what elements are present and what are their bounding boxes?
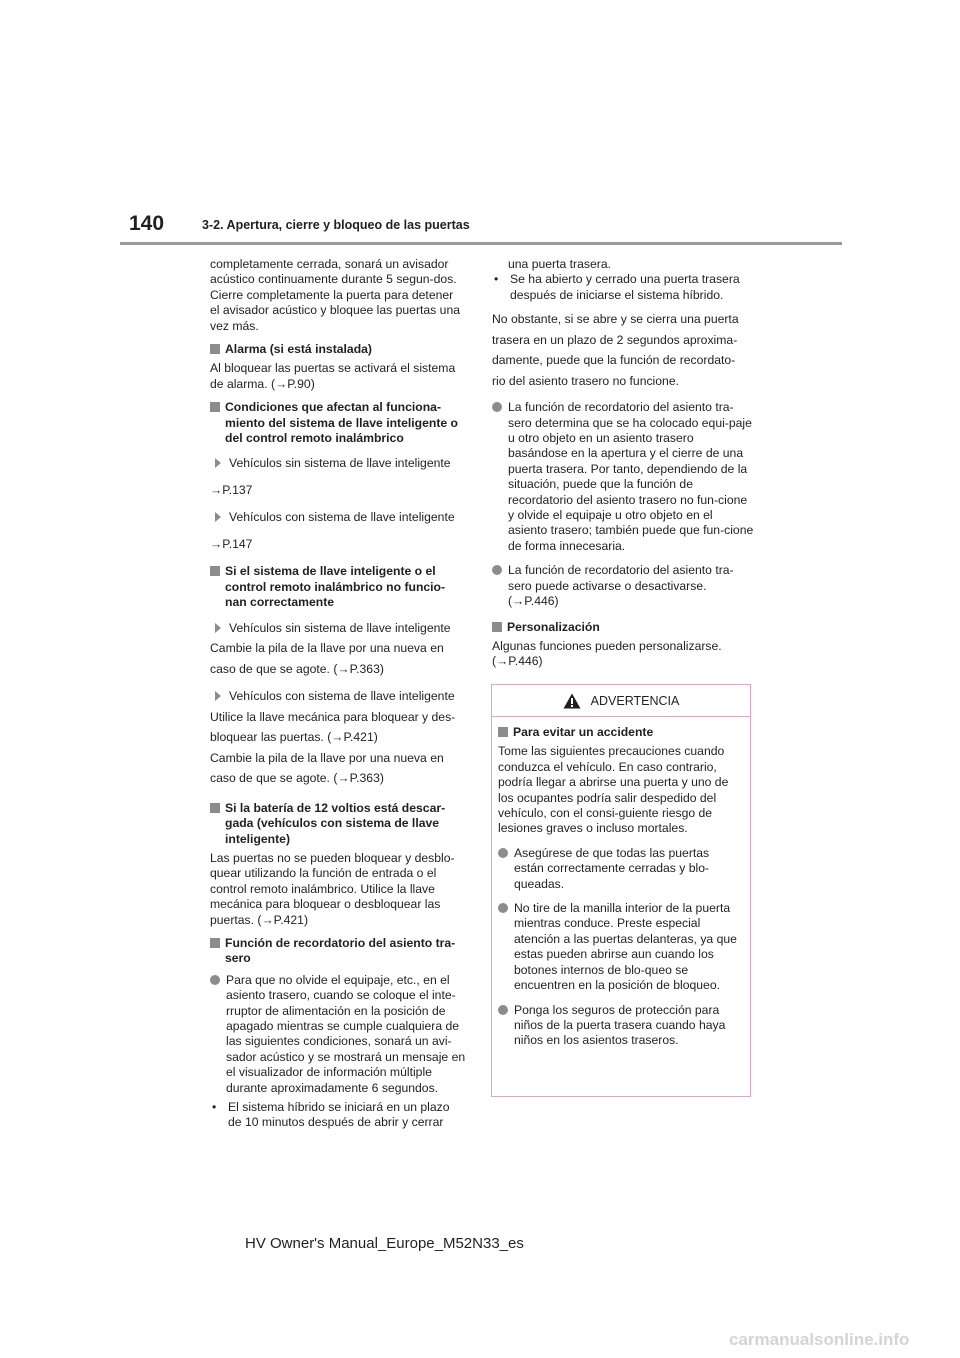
reminder-condition-1-continued: una puerta trasera. xyxy=(508,257,611,271)
warning-bullet-2: No tire de la manilla interior de la puerta mientras conduce. Preste especial atención a las puertas delanteras, ya que estas pueden abrirse aun cuando los botones internos de blo-queo se encuentren en la posición de bloqueo. xyxy=(498,901,742,993)
reminder-heading: Función de recordatorio del asiento tra-sero xyxy=(210,936,466,967)
conditions-subheading-2: Vehículos con sistema de llave inteligente xyxy=(210,507,466,528)
nonetheless-line: No obstante, si se abre y se cierra una puerta xyxy=(492,312,739,327)
failure-text-line: bloquear las puertas. (→P.421) xyxy=(210,730,378,745)
warning-body xyxy=(492,717,750,1049)
left-column xyxy=(210,257,466,1131)
header-rule xyxy=(120,242,842,245)
triangle-bullet-icon xyxy=(215,691,221,701)
reminder-bullet: Para que no olvide el equipaje, etc., en el asiento trasero, cuando se coloque el inte-rruptor de alimentación en la posición de apagado mientras se cumple cualquiera de las siguientes condiciones, sonará un avi-sador acústico y se mostrará un mensaje en el visualizador de información múltiple durante aproximadamente 6 segundos. xyxy=(210,973,466,1096)
reminder-condition-2: • Se ha abierto y cerrado una puerta trasera después de iniciarse el sistema híbrido. xyxy=(494,272,740,302)
nonetheless-line: trasera en un plazo de 2 segundos aproxima- xyxy=(492,332,738,347)
failure-text-line: caso de que se agote. (→P.363) xyxy=(210,661,384,676)
footer-text: HV Owner's Manual_Europe_M52N33_es xyxy=(245,1235,524,1252)
square-bullet-icon xyxy=(210,938,220,948)
warning-triangle-icon xyxy=(563,693,581,709)
alarm-heading: Alarma (si está instalada) xyxy=(210,342,466,357)
failure-heading: Si el sistema de llave inteligente o el control remoto inalámbrico no funcio-nan correctamente xyxy=(210,564,466,610)
square-bullet-icon xyxy=(210,803,220,813)
intro-paragraph: completamente cerrada, sonará un avisador acústico continuamente durante 5 segun-dos. Cierre completamente la puerta para detener el avisador acústico y bloquee las puertas una vez más. xyxy=(210,257,460,333)
battery-text: Las puertas no se pueden bloquear y desblo-quear utilizando la función de entrada o el control remoto inalámbrico. Utilice la llave mecánica para bloquear o desbloquear las puertas. (→P.421) xyxy=(210,850,455,927)
circle-bullet-icon xyxy=(492,402,502,412)
alarm-text: Al bloquear las puertas se activará el sistema de alarma. (→P.90) xyxy=(210,361,456,391)
square-bullet-icon xyxy=(210,402,220,412)
circle-bullet-icon xyxy=(492,565,502,575)
reminder-info-bullet-1: La función de recordatorio del asiento tra-sero determina que se ha colocado equi-paje u otro objeto en un asiento trasero basándose en la apertura y el cierre de una puerta trasera. Por tanto, dependiendo de la situación, puede que la función de recordatorio del asiento trasero no fun-cione y olvide el equipaje u otro objeto en el asiento trasero; también puede que fun-cione de forma innecesaria. xyxy=(492,400,754,554)
triangle-bullet-icon xyxy=(215,458,221,468)
section-title: 3-2. Apertura, cierre y bloqueo de las puertas xyxy=(202,218,470,232)
reminder-info-bullet-2: La función de recordatorio del asiento tra-sero puede activarse o desactivarse. (→P.446) xyxy=(492,563,754,609)
square-bullet-icon xyxy=(492,622,502,632)
failure-text-line: caso de que se agote. (→P.363) xyxy=(210,771,384,786)
circle-bullet-icon xyxy=(498,848,508,858)
customization-text: Algunas funciones pueden personalizarse. (→P.446) xyxy=(492,638,722,669)
failure-text-line: Cambie la pila de la llave por una nueva en xyxy=(210,750,444,765)
nonetheless-line: damente, puede que la función de recordato- xyxy=(492,353,736,368)
reminder-condition-1: • El sistema híbrido se iniciará en un plazo de 10 minutos después de abrir y cerrar xyxy=(212,1100,450,1130)
warning-title: ADVERTENCIA xyxy=(590,693,680,708)
warning-heading: Para evitar un accidente xyxy=(498,725,742,740)
warning-intro: Tome las siguientes precauciones cuando conduzca el vehículo. En caso contrario, podría llegar a abrirse una puerta y uno de los ocupantes podría salir despedido del vehículo, con el consi-guiente riesgo de lesiones graves o incluso mortales. xyxy=(498,744,729,836)
failure-text-line: Cambie la pila de la llave por una nueva en xyxy=(210,641,444,656)
failure-subheading-2: Vehículos con sistema de llave inteligente xyxy=(210,686,466,707)
triangle-bullet-icon xyxy=(215,512,221,522)
circle-bullet-icon xyxy=(498,903,508,913)
conditions-subheading-1: Vehículos sin sistema de llave inteligente xyxy=(210,453,466,474)
conditions-heading: Condiciones que afectan al funciona-miento del sistema de llave inteligente o del control remoto inalámbrico xyxy=(210,400,466,446)
triangle-bullet-icon xyxy=(215,623,221,633)
battery-heading: Si la batería de 12 voltios está descar-gada (vehículos con sistema de llave inteligente) xyxy=(210,801,466,847)
circle-bullet-icon xyxy=(498,1005,508,1015)
warning-header xyxy=(492,685,750,717)
square-bullet-icon xyxy=(498,727,508,737)
conditions-ref-2: →P.147 xyxy=(210,536,253,551)
nonetheless-line: rio del asiento trasero no funcione. xyxy=(492,373,679,388)
circle-bullet-icon xyxy=(210,975,220,985)
customization-heading: Personalización xyxy=(492,620,754,635)
square-bullet-icon xyxy=(210,344,220,354)
failure-text-line: Utilice la llave mecánica para bloquear y des- xyxy=(210,709,456,724)
warning-bullet-1: Asegúrese de que todas las puertas están correctamente cerradas y blo-queadas. xyxy=(498,846,742,892)
square-bullet-icon xyxy=(210,566,220,576)
conditions-ref-1: →P.137 xyxy=(210,482,253,497)
right-column xyxy=(492,257,754,676)
warning-bullet-3: Ponga los seguros de protección para niños de la puerta trasera cuando haya niños en los asientos traseros. xyxy=(498,1003,742,1049)
warning-box xyxy=(491,684,751,1097)
failure-subheading-1: Vehículos sin sistema de llave inteligente xyxy=(210,618,466,639)
page-number: 140 xyxy=(129,212,165,235)
watermark: carmanualsonline.info xyxy=(729,1330,910,1349)
